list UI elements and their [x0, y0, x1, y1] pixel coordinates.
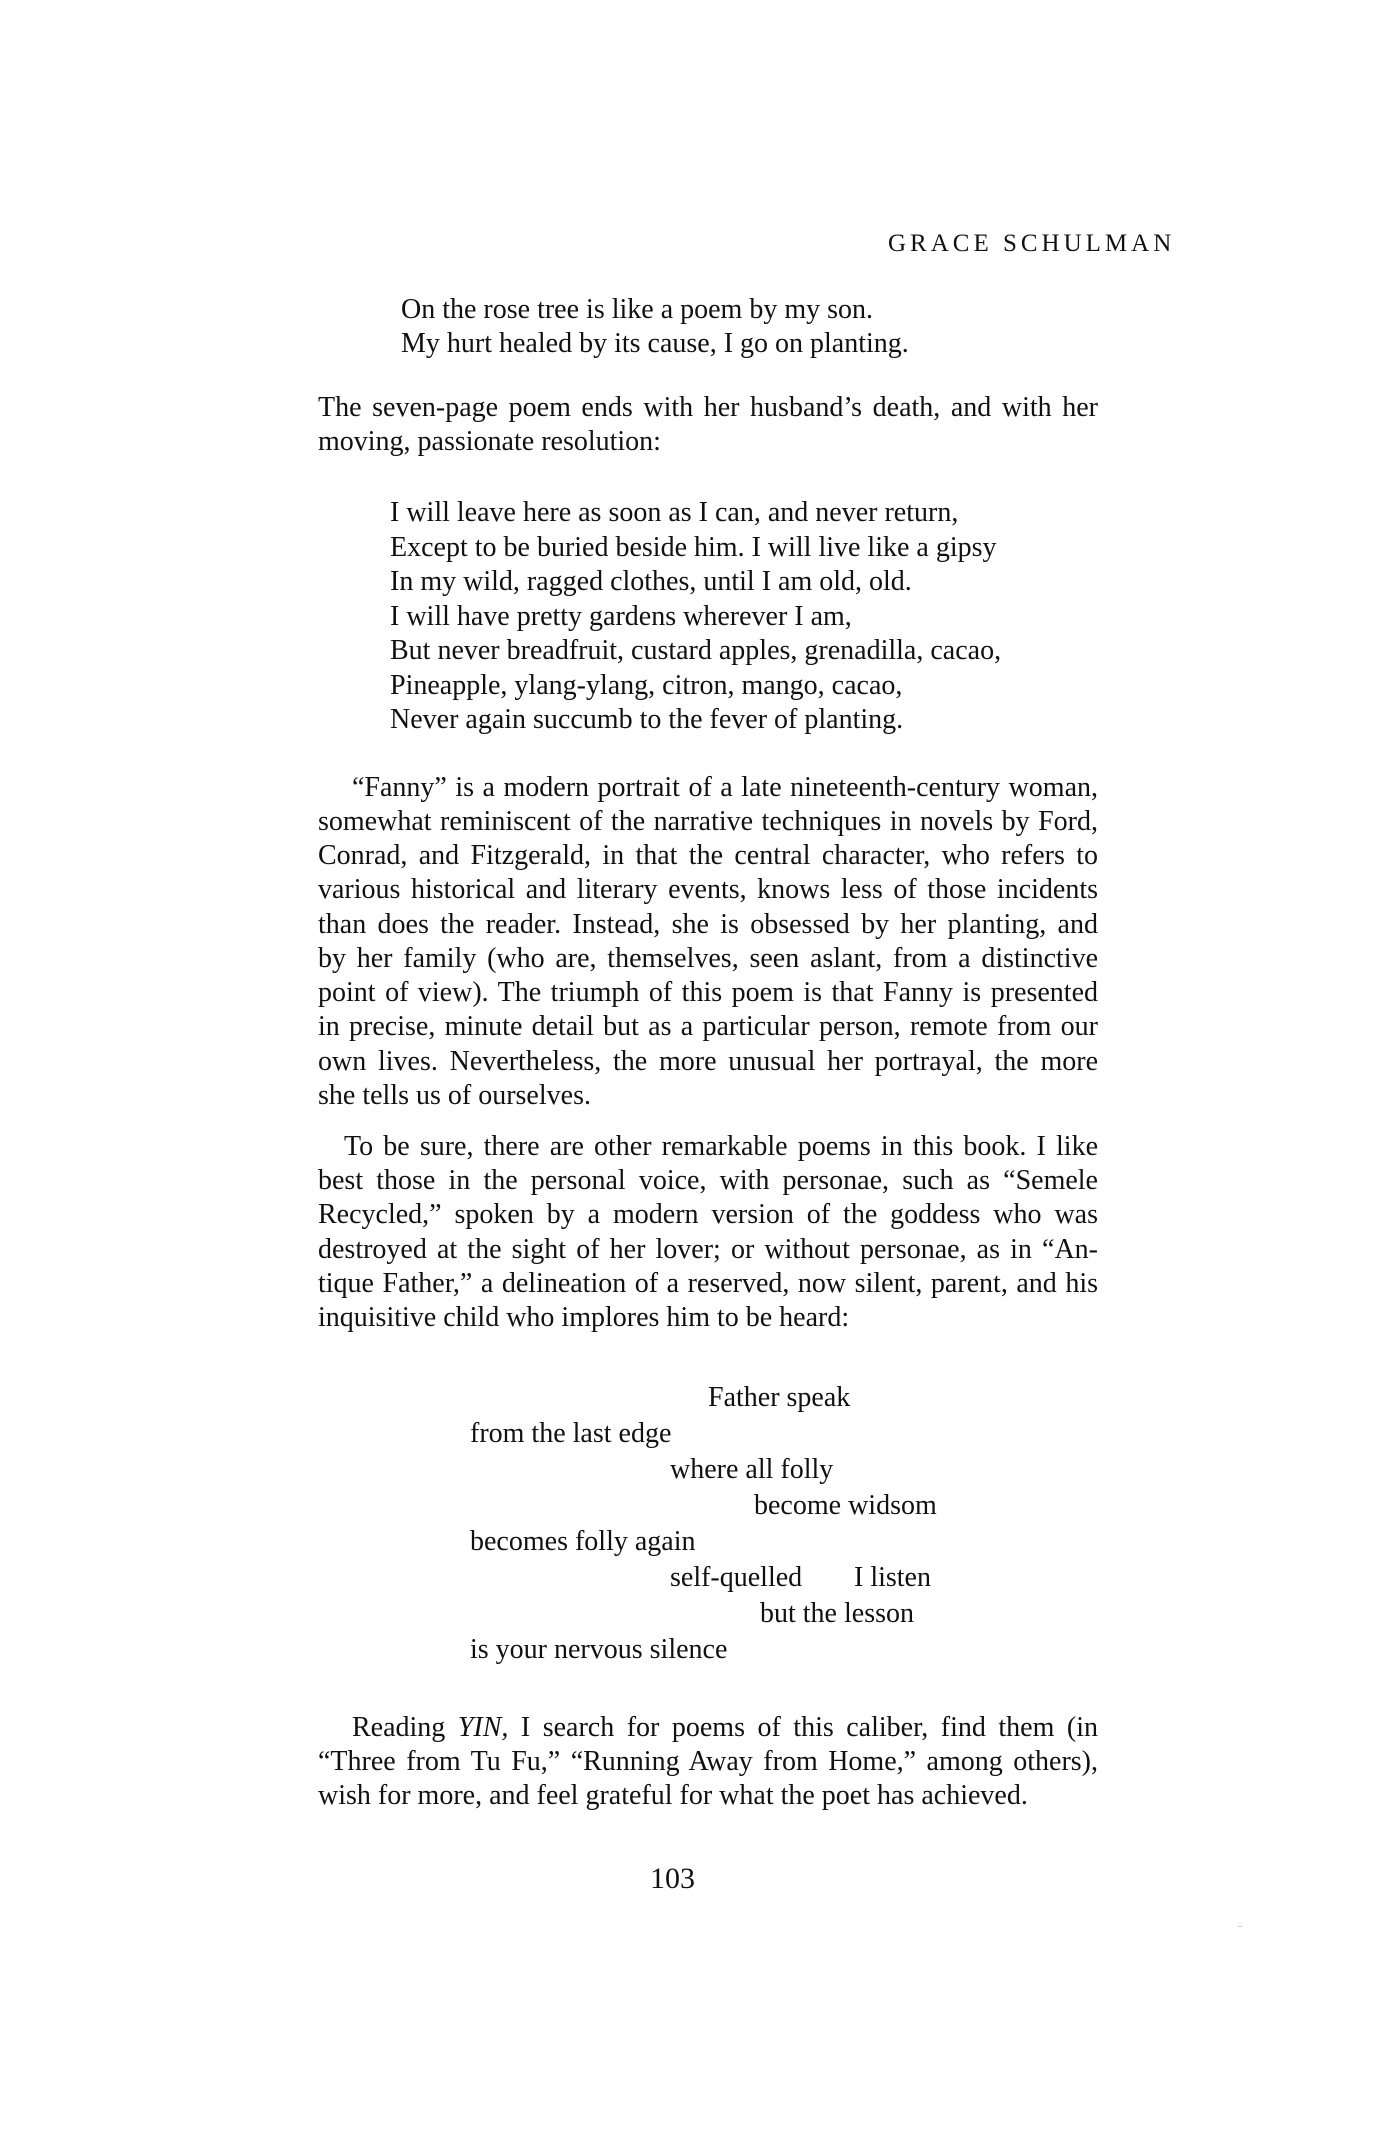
- poem-line: self-quelled: [670, 1562, 803, 1593]
- text-line: various historical and literary events, knows less of those incidents: [318, 874, 1098, 905]
- text-line: wish for more, and feel grateful for what the poet has achieved.: [318, 1780, 1028, 1811]
- text-line: tique Father,” a delineation of a reserved, now silent, parent, and his: [318, 1268, 1098, 1299]
- text-line: she tells us of ourselves.: [318, 1080, 591, 1111]
- text-line: To be sure, there are other remarkable poems in this book. I like: [344, 1131, 1098, 1162]
- poem-line: My hurt healed by its cause, I go on planting.: [401, 328, 909, 359]
- text-run: Reading: [352, 1712, 458, 1743]
- scan-speck: [1238, 1926, 1242, 1927]
- running-head: GRACE SCHULMAN: [888, 230, 1176, 257]
- page-number: 103: [650, 1862, 695, 1895]
- poem-line: But never breadfruit, custard apples, grenadilla, cacao,: [390, 635, 1002, 666]
- poem-line: I listen: [854, 1562, 931, 1593]
- text-run: I search for poems of this caliber, find them (in: [508, 1712, 1098, 1743]
- text-line: destroyed at the sight of her lover; or without personae, as in “An-: [318, 1234, 1098, 1265]
- poem-line: In my wild, ragged clothes, until I am old, old.: [390, 566, 912, 597]
- text-line: The seven-page poem ends with her husband’s death, and with her: [318, 392, 1098, 423]
- text-line: inquisitive child who implores him to be heard:: [318, 1302, 850, 1333]
- poem-line: I will leave here as soon as I can, and never return,: [390, 497, 959, 528]
- text-line: point of view). The triumph of this poem is that Fanny is presented: [318, 977, 1098, 1008]
- text-line: in precise, minute detail but as a particular person, remote from our: [318, 1011, 1098, 1042]
- text-line: Conrad, and Fitzgerald, in that the central character, who refers to: [318, 840, 1098, 871]
- poem-line: Father speak: [708, 1382, 851, 1413]
- text-line: own lives. Nevertheless, the more unusual her portrayal, the more: [318, 1046, 1098, 1077]
- poem-line: becomes folly again: [470, 1526, 696, 1557]
- poem-line: Pineapple, ylang-ylang, citron, mango, cacao,: [390, 670, 903, 701]
- book-title: YIN,: [457, 1712, 509, 1743]
- text-line: than does the reader. Instead, she is obsessed by her planting, and: [318, 909, 1098, 940]
- poem-line: is your nervous silence: [470, 1634, 728, 1665]
- text-line: moving, passionate resolution:: [318, 426, 661, 457]
- text-line: “Fanny” is a modern portrait of a late nineteenth-century woman,: [352, 772, 1098, 803]
- text-line: [352, 1711, 1098, 1745]
- poem-line: from the last edge: [470, 1418, 672, 1449]
- text-line: somewhat reminiscent of the narrative techniques in novels by Ford,: [318, 806, 1098, 837]
- poem-line: I will have pretty gardens wherever I am,: [390, 601, 852, 632]
- poem-line: Except to be buried beside him. I will live like a gipsy: [390, 532, 997, 563]
- text-line: best those in the personal voice, with personae, such as “Semele: [318, 1165, 1098, 1196]
- text-line: “Three from Tu Fu,” “Running Away from Home,” among others),: [318, 1746, 1098, 1777]
- poem-line: where all folly: [670, 1454, 834, 1485]
- text-line: by her family (who are, themselves, seen aslant, from a distinctive: [318, 943, 1098, 974]
- poem-line: Never again succumb to the fever of planting.: [390, 704, 904, 735]
- poem-line: become widsom: [754, 1490, 937, 1521]
- poem-line: On the rose tree is like a poem by my son.: [401, 294, 874, 325]
- text-line: Recycled,” spoken by a modern version of the goddess who was: [318, 1199, 1098, 1230]
- poem-line: but the lesson: [760, 1598, 914, 1629]
